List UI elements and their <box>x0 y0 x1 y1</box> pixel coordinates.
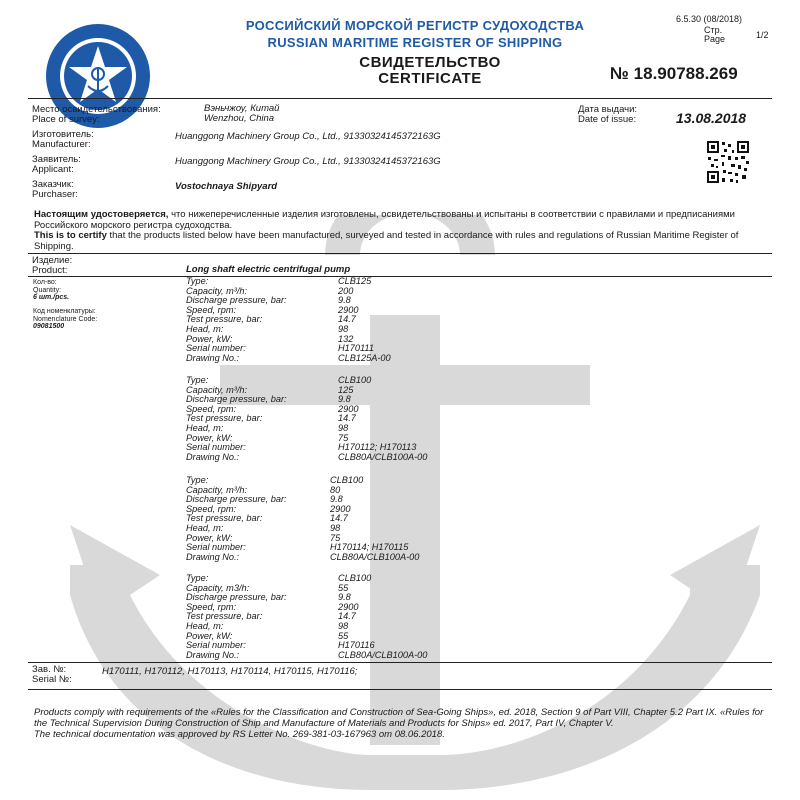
spec-value: 9.8 <box>338 394 351 405</box>
issue-date: 13.08.2018 <box>676 110 747 126</box>
spec-value: 132 <box>338 333 354 344</box>
compliance-note <box>34 707 766 740</box>
spec-label: Capacity, m3/h: <box>186 582 250 593</box>
spec-block-2 <box>186 376 287 462</box>
spec-label: Power, kW: <box>186 432 233 443</box>
spec-value: 75 <box>330 532 341 543</box>
spec-label: Speed, rpm: <box>186 304 237 315</box>
spec-label: Discharge pressure, bar: <box>186 494 287 505</box>
spec-label: Type: <box>186 375 209 385</box>
spec-value: 98 <box>338 323 349 334</box>
info-date-label-en: Date of issue: <box>578 114 637 125</box>
spec-value: 75 <box>338 432 349 443</box>
page-label-en: Page <box>704 34 726 44</box>
spec-label: Discharge pressure, bar: <box>186 394 287 405</box>
info-applicant-label-ru: Заявитель: <box>32 154 81 165</box>
divider <box>28 689 772 690</box>
spec-value: 200 <box>338 285 354 296</box>
spec-values-3 <box>330 476 419 562</box>
product-nomen-label-ru: Код номенклатуры: <box>33 308 96 315</box>
spec-value: 98 <box>330 522 341 533</box>
certify-en-text: that the products listed below have been manufactured, surveyed and tested in accordance with rules and regulations of Russian Maritime Register of Shipping. <box>34 230 739 252</box>
divider <box>28 276 772 277</box>
spec-label: Discharge pressure, bar: <box>186 592 287 603</box>
spec-value: H170116 <box>338 640 375 651</box>
spec-block-3 <box>186 476 287 562</box>
spec-value: CLB100 <box>338 573 372 583</box>
info-place-value-ru: Вэньчжоу, Китай <box>204 103 280 114</box>
spec-label: Power, kW: <box>186 532 233 543</box>
spec-label: Type: <box>186 573 209 583</box>
org-name-ru: РОССИЙСКИЙ МОРСКОЙ РЕГИСТР СУДОХОДСТВА <box>245 18 585 33</box>
product-qty-value: 6 шт./pcs. <box>33 294 70 301</box>
spec-label: Test pressure, bar: <box>186 611 263 622</box>
spec-value: 2900 <box>338 304 359 315</box>
spec-value: 14.7 <box>338 413 356 424</box>
spec-label: Capacity, m³/h: <box>186 484 248 495</box>
certify-ru-text: что нижеперечисленные изделия изготовлены, освидетельствованы и испытаны в соответствии с правилами и предписаниями Российского морского регистра судоходства. <box>34 209 735 231</box>
spec-value: 9.8 <box>338 295 351 306</box>
spec-value: 2900 <box>338 601 359 612</box>
spec-label: Drawing No.: <box>186 551 240 562</box>
spec-label: Head, m: <box>186 422 224 433</box>
manufacturer-value: Huanggong Machinery Group Co., Ltd., 91330324145372163G <box>175 131 441 142</box>
place-value <box>204 104 279 124</box>
certify-en <box>34 231 764 252</box>
info-place-value-en: Wenzhou, China <box>204 113 275 124</box>
info-applicant-label-en: Applicant: <box>32 164 74 175</box>
divider <box>28 98 772 99</box>
spec-label: Serial number: <box>186 542 246 553</box>
applicant-label <box>32 155 81 175</box>
spec-label: Test pressure, bar: <box>186 314 263 325</box>
place-label <box>32 105 161 125</box>
spec-values-2 <box>338 376 427 462</box>
info-place-label-en: Place of survey: <box>32 114 100 125</box>
spec-label: Type: <box>186 475 209 485</box>
title-ru: СВИДЕТЕЛЬСТВО <box>359 54 501 71</box>
spec-value: CLB125 <box>338 276 372 286</box>
footer-line1: Products comply with requirements of the «Rules for the Classification and Construction of Sea-Going Ships», ed. 2018, Section 9 of Part VIII, Chapter 5.2 Part IX. «Rules for the Technical Supervision During Construction of Ship and Manufacture of Materials and Products for Ships» ed. 2017, Part IV, Chapter V. <box>34 707 764 729</box>
spec-value: H170112; H170113 <box>338 442 417 453</box>
spec-block-4 <box>186 574 287 660</box>
certificate-number: № 18.90788.269 <box>610 64 738 83</box>
spec-value: 55 <box>338 582 349 593</box>
spec-value: CLB80A/CLB100A-00 <box>338 451 428 462</box>
applicant-value: Huanggong Machinery Group Co., Ltd., 91330324145372163G <box>175 156 441 167</box>
spec-label: Capacity, m³/h: <box>186 285 248 296</box>
spec-values-1 <box>338 277 391 363</box>
qr-code <box>706 140 750 184</box>
spec-value: 55 <box>338 630 349 641</box>
footer-line2: The technical documentation was approved by RS Letter No. 269-381-03-167963 от 08.06.2018. <box>34 729 445 740</box>
spec-label: Power, kW: <box>186 630 233 641</box>
spec-value: CLB100 <box>330 475 364 485</box>
spec-label: Drawing No.: <box>186 352 240 363</box>
product-nomen-value: 09081500 <box>33 323 65 330</box>
info-date-label-ru: Дата выдачи: <box>578 104 638 115</box>
product-qty-label-en: Quantity: <box>33 286 62 294</box>
spec-values-4 <box>338 574 427 660</box>
divider <box>28 253 772 254</box>
product-qty-label-ru: Кол-во: <box>33 279 57 286</box>
certify-ru-bold: Настоящим удостоверяется, <box>34 209 169 220</box>
purchaser-label <box>32 180 78 200</box>
spec-value: 9.8 <box>338 592 351 603</box>
spec-value: 14.7 <box>330 513 348 524</box>
product-nomen-label-en: Nomenclature Code: <box>33 315 98 323</box>
product-label-en: Product: <box>32 265 68 276</box>
spec-value: 14.7 <box>338 611 356 622</box>
spec-label: Speed, rpm: <box>186 403 237 414</box>
certify-ru <box>34 210 764 231</box>
spec-label: Test pressure, bar: <box>186 413 263 424</box>
product-label <box>32 256 72 276</box>
spec-label: Serial number: <box>186 442 246 453</box>
spec-label: Drawing No.: <box>186 649 240 660</box>
spec-label: Head, m: <box>186 522 224 533</box>
serial-label-en: Serial №: <box>32 674 72 685</box>
spec-value: 98 <box>338 422 349 433</box>
manufacturer-label <box>32 130 94 150</box>
spec-label: Serial number: <box>186 343 246 354</box>
spec-value: 2900 <box>330 503 351 514</box>
nomenclature-block <box>33 308 97 331</box>
spec-value: 9.8 <box>330 494 343 505</box>
spec-value: CLB125A-00 <box>338 352 391 363</box>
doc-code: 6.5.30 (08/2018) <box>676 14 743 24</box>
info-purchaser-label-en: Purchaser: <box>32 189 78 200</box>
spec-label: Type: <box>186 276 209 286</box>
spec-value: H170114; H170115 <box>330 542 409 553</box>
spec-label: Drawing No.: <box>186 451 240 462</box>
spec-value: CLB80A/CLB100A-00 <box>330 551 420 562</box>
info-place-label-ru: Место освидетельствования: <box>32 104 161 115</box>
spec-value: CLB80A/CLB100A-00 <box>338 649 428 660</box>
divider <box>28 662 772 663</box>
product-value: Long shaft electric centrifugal pump <box>186 264 351 275</box>
spec-label: Power, kW: <box>186 333 233 344</box>
certify-statement <box>34 210 764 252</box>
quantity-block <box>33 279 69 302</box>
product-label-ru: Изделие: <box>32 255 73 266</box>
serial-label-ru: Зав. №: <box>32 664 67 675</box>
title-en: CERTIFICATE <box>378 70 482 87</box>
spec-label: Serial number: <box>186 640 246 651</box>
spec-value: H170111 <box>338 343 374 354</box>
spec-label: Test pressure, bar: <box>186 513 263 524</box>
page-label-ru: Стр. <box>704 25 723 35</box>
info-purchaser-label-ru: Заказчик: <box>32 179 74 190</box>
spec-value: 80 <box>330 484 341 495</box>
spec-value: 98 <box>338 620 349 631</box>
spec-label: Head, m: <box>186 620 224 631</box>
org-name-en: RUSSIAN MARITIME REGISTER OF SHIPPING <box>267 35 563 50</box>
spec-value: 2900 <box>338 403 359 414</box>
certify-en-bold: This is to certify <box>34 230 107 241</box>
date-label <box>578 105 637 125</box>
spec-label: Head, m: <box>186 323 224 334</box>
page-number: 1/2 <box>756 30 769 40</box>
info-manufacturer-label-ru: Изготовитель: <box>32 129 94 140</box>
spec-label: Speed, rpm: <box>186 601 237 612</box>
spec-value: 14.7 <box>338 314 356 325</box>
spec-value: 125 <box>338 384 354 395</box>
spec-label: Discharge pressure, bar: <box>186 295 287 306</box>
spec-label: Capacity, m³/h: <box>186 384 248 395</box>
spec-label: Speed, rpm: <box>186 503 237 514</box>
spec-value: CLB100 <box>338 375 372 385</box>
purchaser-value: Vostochnaya Shipyard <box>175 181 278 192</box>
serial-value: H170111, H170112, H170113, H170114, H170115, H170116; <box>102 666 358 677</box>
spec-block-1 <box>186 277 287 363</box>
info-manufacturer-label-en: Manufacturer: <box>32 139 91 150</box>
serial-label <box>32 665 72 685</box>
